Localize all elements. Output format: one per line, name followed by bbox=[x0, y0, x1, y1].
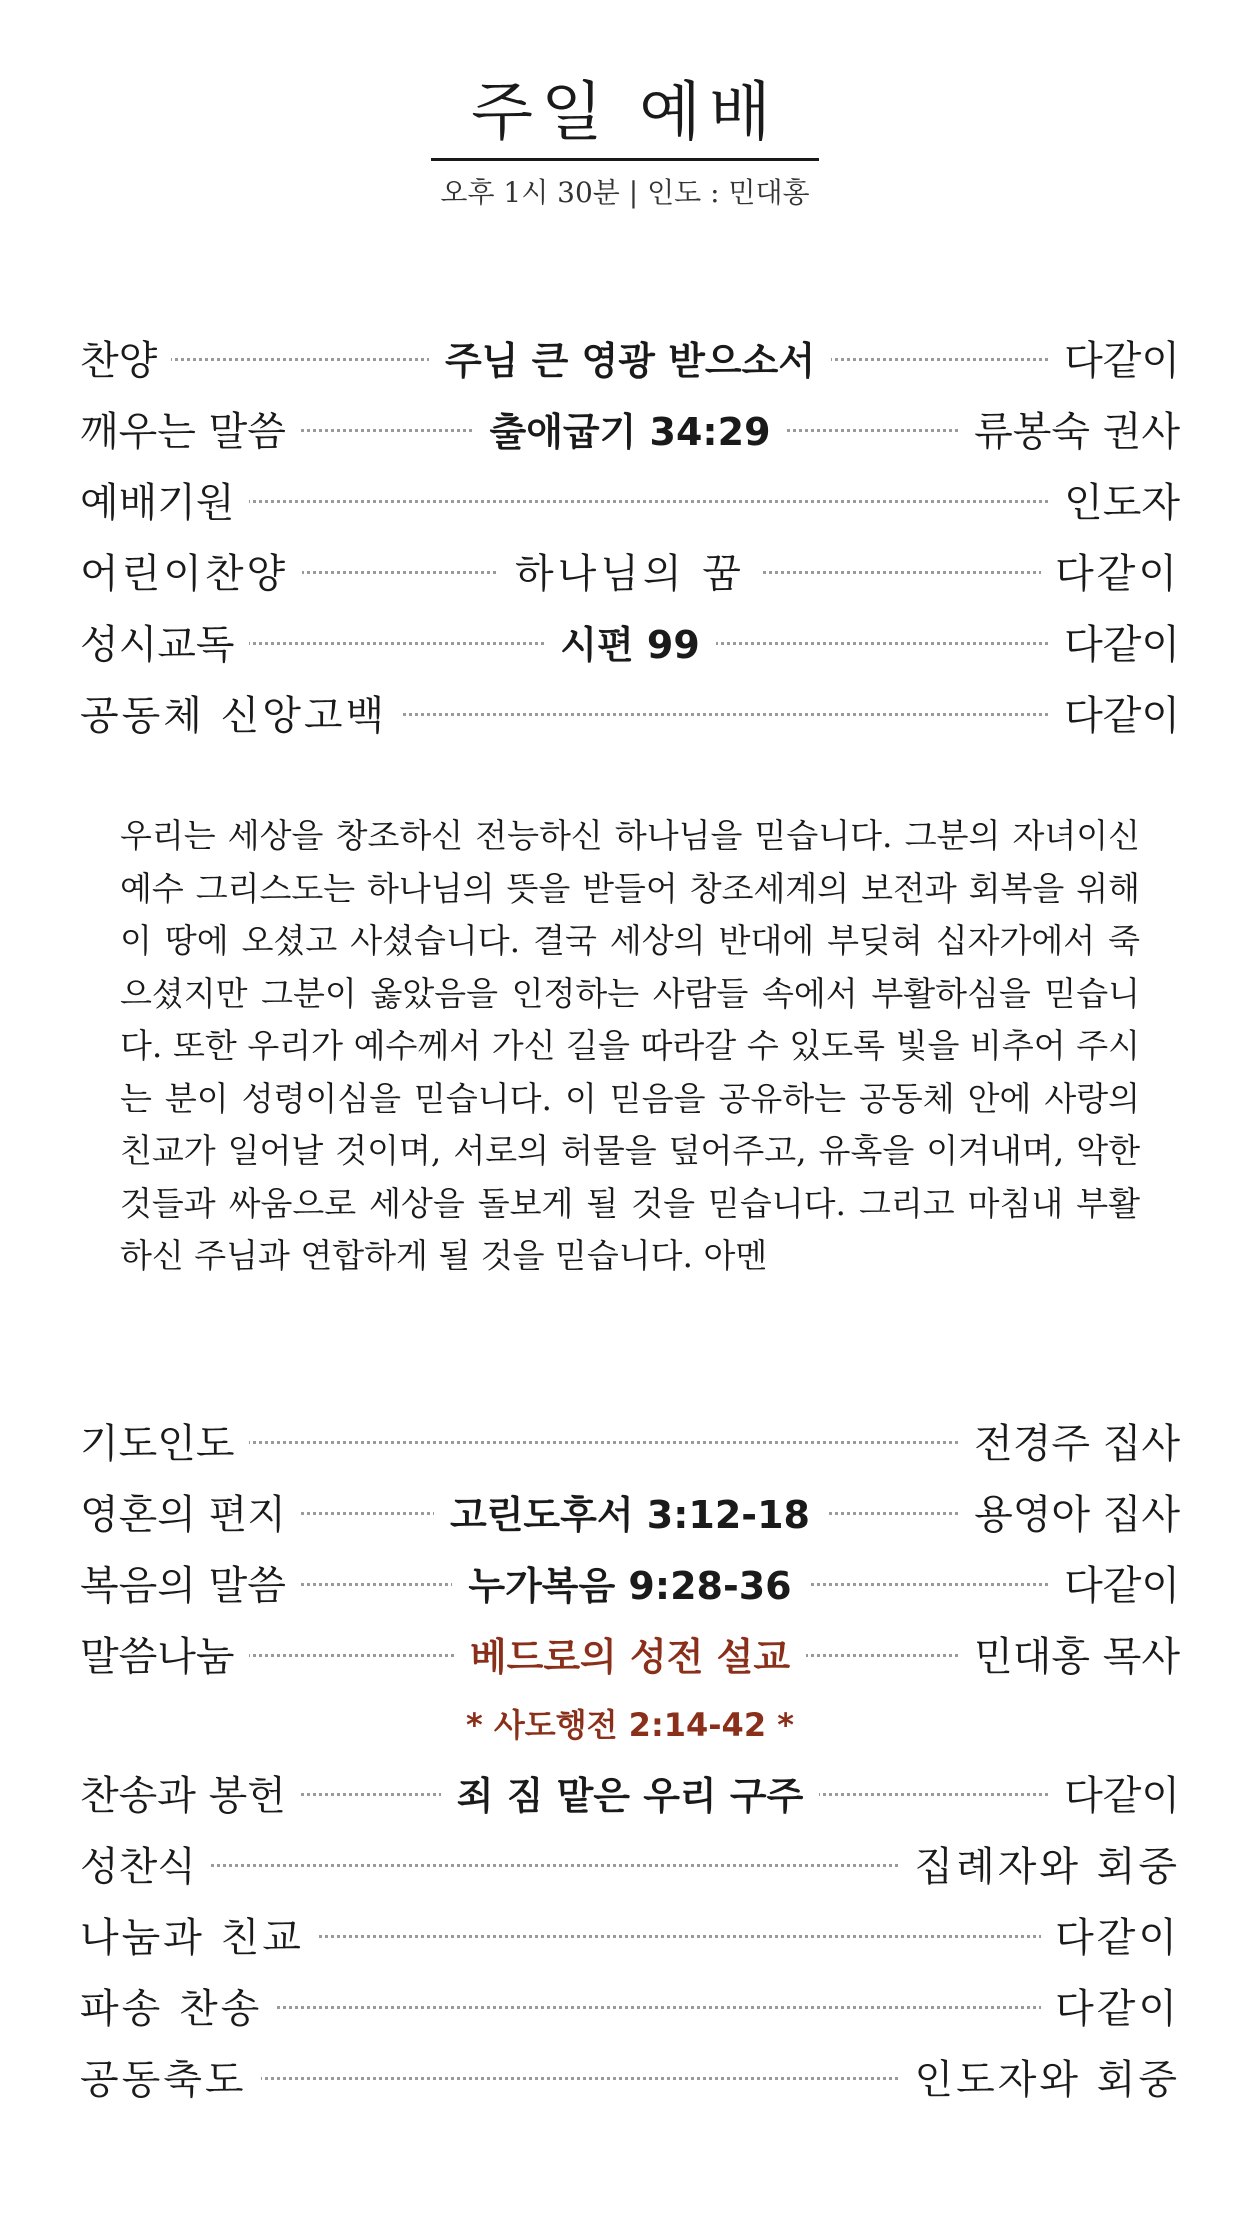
item-person: 다같이 bbox=[1050, 613, 1180, 670]
order-item-communion bbox=[80, 1828, 1180, 1899]
item-person: 다같이 bbox=[1050, 684, 1180, 741]
order-item-benediction bbox=[80, 2041, 1180, 2112]
item-person: 류봉숙 권사 bbox=[960, 400, 1180, 457]
order-item-opening-word bbox=[80, 393, 1180, 464]
item-person: 다같이 bbox=[1041, 1906, 1180, 1963]
item-title: 누가복음 9:28-36 bbox=[452, 1564, 807, 1608]
item-person: 전경주 집사 bbox=[960, 1412, 1180, 1469]
item-label: 찬송과 봉헌 bbox=[80, 1764, 300, 1821]
sermon-title: 베드로의 성전 설교 bbox=[454, 1635, 806, 1679]
item-label: 기도인도 bbox=[80, 1412, 249, 1469]
item-title: 하나님의 꿈 bbox=[499, 551, 761, 597]
order-item-sending-hymn bbox=[80, 1970, 1180, 2041]
item-person: 집례자와 회중 bbox=[900, 1835, 1180, 1892]
item-label: 나눔과 친교 bbox=[80, 1906, 318, 1963]
item-title: 주님 큰 영광 받으소서 bbox=[429, 339, 831, 383]
order-item-offering bbox=[80, 1757, 1180, 1828]
order-item-responsive-reading bbox=[80, 606, 1180, 677]
item-label: 예배기원 bbox=[80, 471, 249, 528]
order-item-praise bbox=[80, 322, 1180, 393]
order-item-invocation bbox=[80, 464, 1180, 535]
order-item-creed bbox=[80, 677, 1180, 748]
item-person: 용영아 집사 bbox=[960, 1483, 1180, 1540]
item-label: 말씀나눔 bbox=[80, 1625, 249, 1682]
item-person: 다같이 bbox=[1041, 542, 1180, 599]
sermon-scripture-note: * 사도행전 2:14-42 * bbox=[466, 1706, 794, 1744]
item-label: 복음의 말씀 bbox=[80, 1554, 300, 1611]
item-label: 영혼의 편지 bbox=[80, 1483, 300, 1540]
order-item-prayer bbox=[80, 1405, 1180, 1476]
order-item-fellowship bbox=[80, 1899, 1180, 1970]
item-person: 다같이 bbox=[1050, 329, 1180, 386]
item-title: 시편 99 bbox=[544, 623, 716, 667]
item-label: 공동체 신앙고백 bbox=[80, 684, 401, 741]
order-item-gospel bbox=[80, 1547, 1180, 1618]
item-title: 출애굽기 34:29 bbox=[473, 410, 786, 454]
order-of-worship-top bbox=[80, 322, 1180, 748]
item-label: 파송 찬송 bbox=[80, 1977, 276, 2034]
service-info: 오후 1시 30분 | 인도 : 민대홍 bbox=[440, 176, 810, 210]
page-title: 주일 예배 bbox=[431, 78, 819, 161]
item-label: 찬양 bbox=[80, 329, 171, 386]
item-person: 다같이 bbox=[1050, 1554, 1180, 1611]
order-item-sermon bbox=[80, 1618, 1180, 1689]
item-title: 고린도후서 3:12-18 bbox=[434, 1493, 826, 1537]
item-title: 죄 짐 맡은 우리 구주 bbox=[441, 1774, 820, 1818]
item-label: 성찬식 bbox=[80, 1835, 210, 1892]
item-person: 인도자와 회중 bbox=[900, 2048, 1180, 2105]
item-person: 인도자 bbox=[1050, 471, 1180, 528]
order-item-epistle bbox=[80, 1476, 1180, 1547]
order-of-worship-bottom bbox=[80, 1405, 1180, 2112]
item-person: 민대홍 목사 bbox=[960, 1625, 1180, 1682]
item-person: 다같이 bbox=[1041, 1977, 1180, 2034]
order-item-children-praise bbox=[80, 535, 1180, 606]
item-label: 어린이찬양 bbox=[80, 542, 302, 599]
item-label: 깨우는 말씀 bbox=[80, 400, 300, 457]
item-person: 다같이 bbox=[1050, 1764, 1180, 1821]
bulletin-header bbox=[0, 78, 1250, 211]
item-label: 성시교독 bbox=[80, 613, 249, 670]
item-label: 공동축도 bbox=[80, 2048, 261, 2105]
creed-text: 우리는 세상을 창조하신 전능하신 하나님을 믿습니다. 그분의 자녀이신 예수 그리스도는 하나님의 뜻을 받들어 창조세계의 보전과 회복을 위해 이 땅에 오셨고 사셨습니다. 결국 세상의 반대에 부딪혀 십자가에서 죽으셨지만 그분이 옳았음을 인정하는 사람들 속에서 부활하심을 믿습니다. 또한 우리가 예수께서 가신 길을 따라갈 수 있도록 빛을 비추어 주시는 분이 성령이심을 믿습니다. 이 믿음을 공유하는 공동체 안에 사랑의 친교가 일어날 것이며, 서로의 허물을 덮어주고, 유혹을 이겨내며, 악한 것들과 싸움으로 세상을 돌보게 될 것을 믿습니다. 그리고 마침내 부활하신 주님과 연합하게 될 것을 믿습니다. 아멘 bbox=[120, 816, 1140, 1275]
leader-dots bbox=[80, 358, 1180, 361]
